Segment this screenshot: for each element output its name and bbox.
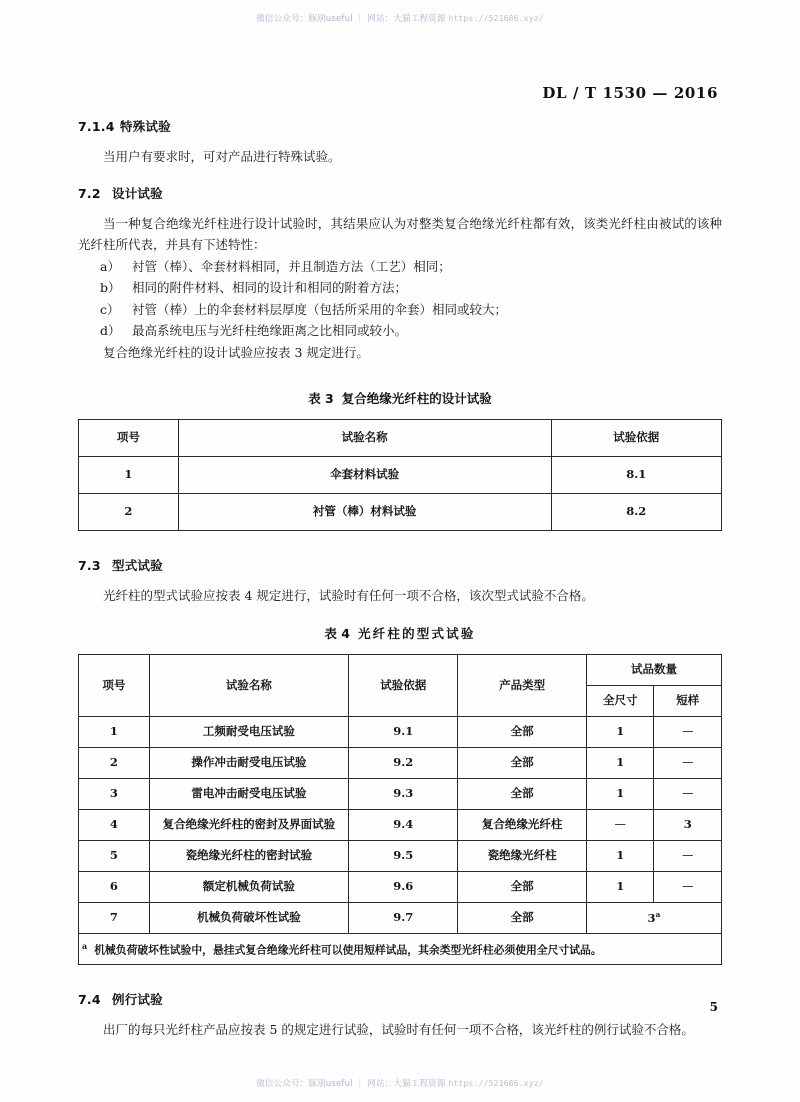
list-marker: b） (100, 280, 121, 295)
table-4-cell-full-size: — (586, 810, 654, 841)
table-4-cell-full-size: 1 (586, 717, 654, 748)
watermark-text: 微信公众号：豚别useful ｜ 网站：大猫工程资源 (256, 1079, 449, 1089)
section-title: 设计试验 (112, 186, 163, 201)
section-heading-7-1-4 (78, 118, 722, 136)
table-4-header-short-sample: 短样 (654, 686, 722, 717)
table-4-cell-test-name: 工频耐受电压试验 (149, 717, 348, 748)
document-content (78, 118, 722, 1040)
standard-number-header: DL / T 1530 — 2016 (542, 84, 718, 102)
table-4-cell-product-type: 全部 (458, 903, 587, 934)
table-4-cell-test-basis: 9.1 (349, 717, 458, 748)
table-4-cell-test-basis: 9.5 (349, 841, 458, 872)
table-4-cell-test-name: 操作冲击耐受电压试验 (149, 748, 348, 779)
table-4-cell-product-type: 瓷绝缘光纤柱 (458, 841, 587, 872)
table-4-header-item-no: 项号 (79, 655, 150, 717)
page-number: 5 (709, 1000, 718, 1014)
list-item (78, 299, 722, 321)
table-4-footnote (79, 934, 722, 965)
paragraph-7-1-4: 当用户有要求时，可对产品进行特殊试验。 (103, 148, 341, 164)
table-4-cell-full-size: 1 (586, 872, 654, 903)
footnote-ref: a (655, 909, 661, 919)
table-4-cell-test-name: 机械负荷破坏性试验 (149, 903, 348, 934)
section-title: 例行试验 (112, 992, 163, 1007)
table-3-caption-number: 表 3 (308, 391, 334, 406)
table-4-cell-test-basis: 9.4 (349, 810, 458, 841)
table-4-cell-test-name: 雷电冲击耐受电压试验 (149, 779, 348, 810)
table-4-cell-full-size: 1 (586, 779, 654, 810)
table-4-cell-item-no: 6 (79, 872, 150, 903)
section-number: 7.1.4 (78, 119, 115, 134)
section-heading-7-3 (78, 557, 722, 575)
table-3-header-item-no: 项号 (79, 420, 179, 457)
table-header-row (79, 420, 722, 457)
table-4-caption-number: 表 4 (324, 626, 350, 641)
table-row (79, 779, 722, 810)
table-row (79, 494, 722, 531)
table-4-cell-short-sample: — (654, 872, 722, 903)
table-3-caption-title: 复合绝缘光纤柱的设计试验 (341, 391, 492, 406)
watermark-text: 微信公众号：豚别useful ｜ 网站：大猫工程资源 (256, 14, 449, 24)
table-4-cell-item-no: 3 (79, 779, 150, 810)
table-4-cell-test-name: 瓷绝缘光纤柱的密封试验 (149, 841, 348, 872)
watermark-url: https://521686.xyz/ (448, 14, 544, 23)
sample-qty-value: 3 (647, 910, 656, 925)
table-4-cell-item-no: 5 (79, 841, 150, 872)
table-row (79, 872, 722, 903)
list-item-text: 衬管（棒）、伞套材料相同，并且制造方法（工艺）相同； (132, 258, 451, 274)
section-title: 特殊试验 (120, 119, 171, 134)
table-4-cell-full-size: 1 (586, 748, 654, 779)
list-item-text: 相同的附件材料、相同的设计和相同的附着方法； (132, 280, 408, 295)
table-row (79, 748, 722, 779)
table-4-cell-item-no: 1 (79, 717, 150, 748)
list-item-text: 最高系统电压与光纤柱绝缘距离之比相同或较小。 (132, 323, 408, 338)
table-3-cell-test-basis: 8.2 (551, 494, 721, 531)
table-4-type-tests (78, 654, 722, 965)
table-4-cell-product-type: 全部 (458, 872, 587, 903)
table-4-cell-test-name: 额定机械负荷试验 (149, 872, 348, 903)
list-item-text: 衬管（棒）上的伞套材料层厚度（包括所采用的伞套）相同或较大； (132, 301, 508, 317)
table-row (79, 810, 722, 841)
table-4-cell-product-type: 全部 (458, 748, 587, 779)
table-3-caption (78, 389, 722, 409)
table-3-header-test-basis: 试验依据 (551, 420, 721, 457)
section-number: 7.4 (78, 992, 101, 1007)
table-4-cell-short-sample: — (654, 779, 722, 810)
table-row (79, 717, 722, 748)
table-4-cell-product-type: 全部 (458, 717, 587, 748)
paragraph-7-3: 光纤柱的型式试验应按表 4 规定进行，试验时有任何一项不合格，该次型式试验不合格。 (103, 587, 594, 603)
section-heading-7-4 (78, 991, 722, 1009)
table-4-cell-sample-qty-spanned (586, 903, 721, 934)
list-marker: c） (100, 301, 120, 317)
table-3-cell-item-no: 1 (79, 457, 179, 494)
watermark-url: https://521686.xyz/ (448, 1079, 544, 1088)
section-number: 7.3 (78, 558, 101, 573)
footnote-text: 机械负荷破坏性试验中，悬挂式复合绝缘光纤柱可以使用短样试品，其余类型光纤柱必须使用全尺寸试品。 (94, 943, 602, 957)
table-3-header-test-name: 试验名称 (178, 420, 551, 457)
table-header-row-top (79, 655, 722, 686)
table-3-cell-test-basis: 8.1 (551, 457, 721, 494)
table-4-cell-short-sample: — (654, 841, 722, 872)
list-item (78, 320, 722, 342)
table-4-cell-item-no: 4 (79, 810, 150, 841)
table-footnote-row (79, 934, 722, 965)
table-4-cell-test-basis: 9.2 (349, 748, 458, 779)
table-4-caption-title: 光纤柱的型式试验 (357, 626, 476, 641)
table-4-cell-full-size: 1 (586, 841, 654, 872)
table-3-design-tests (78, 419, 722, 531)
section-number: 7.2 (78, 186, 101, 201)
watermark-bottom (0, 1077, 800, 1089)
table-4-header-product-type: 产品类型 (458, 655, 587, 717)
table-4-caption (78, 624, 722, 644)
table-4-header-sample-qty: 试品数量 (586, 655, 721, 686)
table-4-cell-test-name: 复合绝缘光纤柱的密封及界面试验 (149, 810, 348, 841)
table-3-cell-test-name: 衬管（棒）材料试验 (178, 494, 551, 531)
table-row (79, 841, 722, 872)
table-4-cell-test-basis: 9.3 (349, 779, 458, 810)
table-4-header-test-name: 试验名称 (149, 655, 348, 717)
section-title: 型式试验 (112, 558, 163, 573)
table-3-cell-item-no: 2 (79, 494, 179, 531)
watermark-top (0, 12, 800, 24)
table-4-cell-short-sample: — (654, 748, 722, 779)
table-4-cell-item-no: 2 (79, 748, 150, 779)
footnote-marker: a (82, 940, 88, 951)
paragraph-7-2-closing: 复合绝缘光纤柱的设计试验应按表 3 规定进行。 (103, 344, 369, 360)
table-row (79, 457, 722, 494)
table-4-cell-test-basis: 9.7 (349, 903, 458, 934)
table-4-header-full-size: 全尺寸 (586, 686, 654, 717)
table-4-cell-short-sample: 3 (654, 810, 722, 841)
table-4-cell-product-type: 全部 (458, 779, 587, 810)
table-4-header-test-basis: 试验依据 (349, 655, 458, 717)
table-4-cell-short-sample: — (654, 717, 722, 748)
table-4-cell-product-type: 复合绝缘光纤柱 (458, 810, 587, 841)
section-heading-7-2 (78, 185, 722, 203)
table-row (79, 903, 722, 934)
paragraph-7-2: 当一种复合绝缘光纤柱进行设计试验时，其结果应认为对整类复合绝缘光纤柱都有效，该类光纤柱由被试的该种光纤柱所代表，并具有下述特性： (78, 215, 722, 252)
design-test-characteristics-list (78, 256, 722, 342)
list-marker: a） (100, 258, 120, 274)
table-3-cell-test-name: 伞套材料试验 (178, 457, 551, 494)
table-4-cell-test-basis: 9.6 (349, 872, 458, 903)
list-marker: d） (100, 323, 121, 338)
list-item (78, 277, 722, 299)
table-4-cell-item-no: 7 (79, 903, 150, 934)
list-item (78, 256, 722, 278)
paragraph-7-4: 出厂的每只光纤柱产品应按表 5 的规定进行试验，试验时有任何一项不合格，该光纤柱的例行试验不合格。 (103, 1021, 694, 1037)
